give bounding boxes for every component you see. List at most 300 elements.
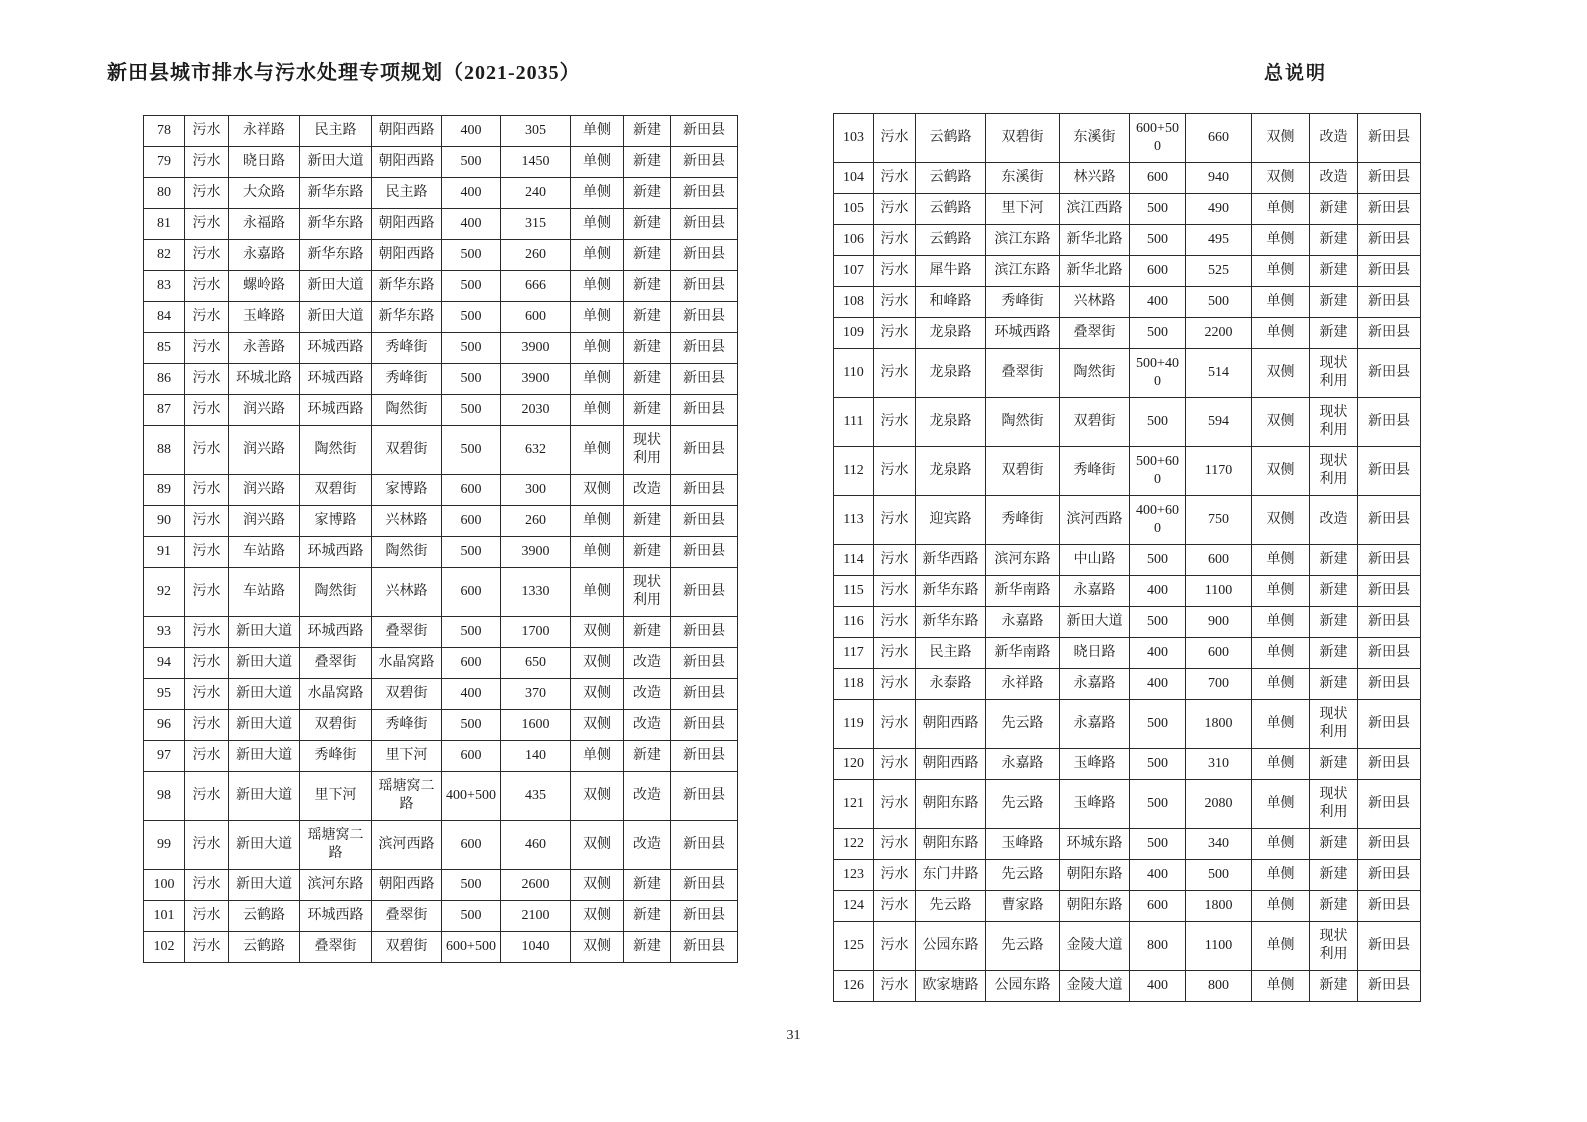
table-cell: 朝阳西路 [372, 147, 442, 178]
table-cell: 新华北路 [1060, 225, 1130, 256]
sewage-pipeline-table-left [143, 115, 738, 963]
table-cell: 改造 [624, 679, 671, 710]
table-row [144, 271, 738, 302]
table-cell: 108 [834, 287, 874, 318]
table-cell: 车站路 [229, 537, 300, 568]
table-cell: 单侧 [1252, 829, 1310, 860]
table-cell: 112 [834, 447, 874, 496]
table-cell: 污水 [874, 496, 916, 545]
table-cell: 环城西路 [986, 318, 1060, 349]
table-cell: 改造 [624, 772, 671, 821]
table-cell: 玉峰路 [1060, 780, 1130, 829]
table-cell: 陶然街 [300, 426, 372, 475]
table-cell: 永祥路 [986, 669, 1060, 700]
table-cell: 400 [442, 178, 501, 209]
table-cell: 新田县 [671, 209, 738, 240]
table-cell: 新田县 [671, 932, 738, 963]
table-cell: 螺岭路 [229, 271, 300, 302]
table-cell: 污水 [874, 971, 916, 1002]
table-cell: 110 [834, 349, 874, 398]
table-cell: 新建 [624, 364, 671, 395]
table-cell: 新田县 [1358, 780, 1421, 829]
table-row [834, 700, 1421, 749]
table-cell: 400 [1130, 576, 1186, 607]
table-cell: 3900 [501, 333, 571, 364]
table-cell: 600 [501, 302, 571, 333]
table-cell: 500 [442, 537, 501, 568]
table-cell: 新田大道 [229, 772, 300, 821]
table-cell: 121 [834, 780, 874, 829]
table-cell: 124 [834, 891, 874, 922]
table-row [144, 741, 738, 772]
table-cell: 污水 [874, 607, 916, 638]
table-cell: 87 [144, 395, 185, 426]
table-cell: 新建 [1310, 225, 1358, 256]
table-row [144, 147, 738, 178]
table-cell: 600+500 [1130, 114, 1186, 163]
table-cell: 600 [1186, 638, 1252, 669]
table-cell: 滨江东路 [986, 225, 1060, 256]
table-cell: 94 [144, 648, 185, 679]
table-cell: 3900 [501, 537, 571, 568]
table-cell: 400 [1130, 971, 1186, 1002]
table-cell: 260 [501, 240, 571, 271]
table-cell: 陶然街 [986, 398, 1060, 447]
table-cell: 305 [501, 116, 571, 147]
section-title: 总说明 [1263, 63, 1327, 84]
table-cell: 环城东路 [1060, 829, 1130, 860]
table-cell: 永善路 [229, 333, 300, 364]
table-cell: 新田县 [671, 333, 738, 364]
table-cell: 400 [442, 679, 501, 710]
table-cell: 89 [144, 475, 185, 506]
table-cell: 500 [442, 710, 501, 741]
table-cell: 迎宾路 [916, 496, 986, 545]
table-cell: 新田县 [1358, 700, 1421, 749]
table-cell: 家博路 [372, 475, 442, 506]
table-cell: 新田大道 [229, 617, 300, 648]
table-cell: 81 [144, 209, 185, 240]
table-row [144, 617, 738, 648]
table-cell: 3900 [501, 364, 571, 395]
table-cell: 600 [442, 475, 501, 506]
table-cell: 310 [1186, 749, 1252, 780]
table-cell: 800 [1130, 922, 1186, 971]
table-cell: 双侧 [571, 932, 624, 963]
table-cell: 106 [834, 225, 874, 256]
table-row [834, 194, 1421, 225]
table-cell: 370 [501, 679, 571, 710]
table-cell: 单侧 [571, 395, 624, 426]
table-cell: 双侧 [1252, 496, 1310, 545]
table-cell: 新田县 [1358, 922, 1421, 971]
table-cell: 新田大道 [229, 821, 300, 870]
table-cell: 97 [144, 741, 185, 772]
table-cell: 新田县 [1358, 829, 1421, 860]
table-cell: 叠翠街 [1060, 318, 1130, 349]
table-row [144, 364, 738, 395]
table-cell: 先云路 [986, 780, 1060, 829]
table-cell: 先云路 [986, 922, 1060, 971]
table-cell: 100 [144, 870, 185, 901]
table-cell: 500+600 [1130, 447, 1186, 496]
table-cell: 污水 [874, 225, 916, 256]
table-cell: 东溪街 [986, 163, 1060, 194]
table-cell: 永祥路 [229, 116, 300, 147]
table-cell: 新田县 [671, 116, 738, 147]
table-cell: 叠翠街 [986, 349, 1060, 398]
table-cell: 里下河 [986, 194, 1060, 225]
table-cell: 新田县 [671, 475, 738, 506]
table-cell: 新田县 [671, 648, 738, 679]
table-cell: 新华东路 [372, 302, 442, 333]
table-cell: 污水 [874, 891, 916, 922]
table-row [834, 891, 1421, 922]
table-cell: 98 [144, 772, 185, 821]
table-row [144, 395, 738, 426]
table-cell: 新田县 [1358, 749, 1421, 780]
table-cell: 永泰路 [916, 669, 986, 700]
table-cell: 新建 [624, 209, 671, 240]
table-cell: 新建 [624, 240, 671, 271]
table-cell: 600+500 [442, 932, 501, 963]
table-cell: 2600 [501, 870, 571, 901]
table-cell: 新田大道 [229, 648, 300, 679]
table-row [834, 669, 1421, 700]
table-cell: 单侧 [1252, 638, 1310, 669]
table-cell: 秀峰街 [372, 364, 442, 395]
table-cell: 118 [834, 669, 874, 700]
table-cell: 新田县 [1358, 256, 1421, 287]
table-cell: 污水 [874, 318, 916, 349]
table-cell: 1040 [501, 932, 571, 963]
table-cell: 1450 [501, 147, 571, 178]
table-cell: 犀牛路 [916, 256, 986, 287]
table-cell: 秀峰街 [1060, 447, 1130, 496]
table-cell: 朝阳东路 [916, 780, 986, 829]
table-cell: 里下河 [372, 741, 442, 772]
table-cell: 115 [834, 576, 874, 607]
table-cell: 新田县 [1358, 545, 1421, 576]
table-cell: 晓日路 [1060, 638, 1130, 669]
table-cell: 400 [1130, 287, 1186, 318]
table-cell: 90 [144, 506, 185, 537]
table-cell: 朝阳西路 [372, 870, 442, 901]
table-cell: 污水 [874, 256, 916, 287]
table-cell: 云鹤路 [916, 194, 986, 225]
table-row [834, 638, 1421, 669]
table-cell: 污水 [185, 679, 229, 710]
table-cell: 污水 [185, 932, 229, 963]
table-cell: 500 [442, 271, 501, 302]
table-row [144, 506, 738, 537]
table-cell: 秀峰街 [372, 333, 442, 364]
table-cell: 78 [144, 116, 185, 147]
table-row [834, 447, 1421, 496]
table-cell: 500 [1186, 860, 1252, 891]
table-cell: 双碧街 [372, 932, 442, 963]
table-cell: 新田县 [1358, 891, 1421, 922]
table-cell: 污水 [874, 545, 916, 576]
table-cell: 660 [1186, 114, 1252, 163]
table-cell: 99 [144, 821, 185, 870]
table-cell: 润兴路 [229, 475, 300, 506]
table-cell: 朝阳西路 [372, 240, 442, 271]
table-cell: 新建 [624, 506, 671, 537]
table-row [144, 426, 738, 475]
table-cell: 新建 [1310, 287, 1358, 318]
table-cell: 新田县 [1358, 607, 1421, 638]
table-cell: 单侧 [1252, 225, 1310, 256]
table-cell: 双侧 [571, 772, 624, 821]
table-cell: 单侧 [1252, 860, 1310, 891]
table-cell: 陶然街 [300, 568, 372, 617]
table-cell: 新华北路 [1060, 256, 1130, 287]
table-cell: 双侧 [1252, 349, 1310, 398]
table-cell: 陶然街 [372, 395, 442, 426]
table-cell: 495 [1186, 225, 1252, 256]
table-cell: 500 [1130, 749, 1186, 780]
table-cell: 污水 [874, 829, 916, 860]
table-cell: 新田县 [1358, 287, 1421, 318]
table-row [834, 114, 1421, 163]
table-row [834, 922, 1421, 971]
table-cell: 111 [834, 398, 874, 447]
table-cell: 金陵大道 [1060, 922, 1130, 971]
table-cell: 新建 [1310, 194, 1358, 225]
table-cell: 民主路 [916, 638, 986, 669]
table-cell: 500 [1186, 287, 1252, 318]
table-cell: 500 [442, 364, 501, 395]
table-cell: 新田县 [1358, 971, 1421, 1002]
table-cell: 单侧 [1252, 545, 1310, 576]
table-cell: 新华西路 [916, 545, 986, 576]
table-cell: 新田县 [1358, 349, 1421, 398]
table-cell: 新田大道 [229, 679, 300, 710]
table-cell: 新田县 [1358, 860, 1421, 891]
table-cell: 双碧街 [300, 475, 372, 506]
table-row [144, 568, 738, 617]
table-cell: 滨江东路 [986, 256, 1060, 287]
table-cell: 新华东路 [300, 209, 372, 240]
table-cell: 环城西路 [300, 617, 372, 648]
table-cell: 朝阳西路 [372, 116, 442, 147]
table-cell: 632 [501, 426, 571, 475]
table-cell: 600 [442, 506, 501, 537]
table-cell: 340 [1186, 829, 1252, 860]
table-cell: 新田大道 [229, 741, 300, 772]
table-cell: 单侧 [571, 178, 624, 209]
table-cell: 污水 [185, 364, 229, 395]
table-cell: 永嘉路 [986, 607, 1060, 638]
table-cell: 滨河西路 [372, 821, 442, 870]
table-cell: 新田县 [671, 741, 738, 772]
table-cell: 朝阳西路 [916, 700, 986, 749]
table-cell: 500 [1130, 780, 1186, 829]
table-cell: 126 [834, 971, 874, 1002]
table-cell: 污水 [185, 147, 229, 178]
table-cell: 污水 [185, 240, 229, 271]
table-cell: 新田县 [671, 178, 738, 209]
table-cell: 陶然街 [1060, 349, 1130, 398]
table-cell: 单侧 [571, 302, 624, 333]
table-cell: 500 [442, 395, 501, 426]
table-cell: 林兴路 [1060, 163, 1130, 194]
table-cell: 新田县 [671, 537, 738, 568]
table-cell: 新华南路 [986, 638, 1060, 669]
table-cell: 新田县 [671, 568, 738, 617]
table-cell: 双侧 [571, 710, 624, 741]
table-cell: 污水 [185, 741, 229, 772]
table-cell: 96 [144, 710, 185, 741]
table-cell: 125 [834, 922, 874, 971]
table-cell: 新建 [624, 271, 671, 302]
table-row [144, 116, 738, 147]
table-cell: 玉峰路 [229, 302, 300, 333]
table-cell: 污水 [874, 576, 916, 607]
table-cell: 改造 [624, 475, 671, 506]
table-row [834, 780, 1421, 829]
table-cell: 单侧 [1252, 669, 1310, 700]
table-cell: 新田县 [671, 240, 738, 271]
table-cell: 改造 [1310, 496, 1358, 545]
table-cell: 600 [442, 568, 501, 617]
table-cell: 600 [442, 821, 501, 870]
table-cell: 新建 [1310, 860, 1358, 891]
table-cell: 新田县 [1358, 638, 1421, 669]
table-cell: 污水 [185, 271, 229, 302]
table-cell: 朝阳西路 [372, 209, 442, 240]
table-cell: 双侧 [571, 679, 624, 710]
table-cell: 新田大道 [300, 271, 372, 302]
table-cell: 92 [144, 568, 185, 617]
table-cell: 车站路 [229, 568, 300, 617]
table-cell: 污水 [874, 922, 916, 971]
table-cell: 润兴路 [229, 426, 300, 475]
table-cell: 500 [442, 901, 501, 932]
table-cell: 大众路 [229, 178, 300, 209]
table-cell: 污水 [185, 901, 229, 932]
table-cell: 123 [834, 860, 874, 891]
table-cell: 污水 [185, 116, 229, 147]
table-cell: 500 [1130, 607, 1186, 638]
table-cell: 单侧 [1252, 287, 1310, 318]
table-row [144, 821, 738, 870]
table-row [144, 475, 738, 506]
table-cell: 污水 [185, 821, 229, 870]
table-cell: 600 [442, 741, 501, 772]
table-row [144, 710, 738, 741]
table-cell: 750 [1186, 496, 1252, 545]
table-row [834, 860, 1421, 891]
table-row [144, 932, 738, 963]
table-cell: 单侧 [1252, 194, 1310, 225]
table-cell: 单侧 [1252, 576, 1310, 607]
table-cell: 400+600 [1130, 496, 1186, 545]
table-cell: 家博路 [300, 506, 372, 537]
table-cell: 污水 [874, 860, 916, 891]
table-cell: 500 [442, 333, 501, 364]
table-row [144, 209, 738, 240]
table-cell: 80 [144, 178, 185, 209]
table-cell: 滨江西路 [1060, 194, 1130, 225]
table-row [834, 225, 1421, 256]
table-cell: 88 [144, 426, 185, 475]
table-cell: 116 [834, 607, 874, 638]
table-cell: 新建 [1310, 749, 1358, 780]
table-row [834, 545, 1421, 576]
table-cell: 单侧 [1252, 256, 1310, 287]
table-cell: 云鹤路 [916, 114, 986, 163]
table-cell: 新田县 [671, 506, 738, 537]
table-cell: 500 [442, 617, 501, 648]
table-cell: 500 [1130, 194, 1186, 225]
table-cell: 新田县 [671, 302, 738, 333]
table-cell: 和峰路 [916, 287, 986, 318]
table-cell: 环城西路 [300, 333, 372, 364]
table-cell: 里下河 [300, 772, 372, 821]
table-cell: 公园东路 [986, 971, 1060, 1002]
table-cell: 91 [144, 537, 185, 568]
table-cell: 龙泉路 [916, 398, 986, 447]
table-cell: 新建 [1310, 545, 1358, 576]
table-cell: 单侧 [1252, 971, 1310, 1002]
table-cell: 525 [1186, 256, 1252, 287]
table-cell: 400 [442, 116, 501, 147]
table-cell: 污水 [185, 870, 229, 901]
table-cell: 单侧 [571, 364, 624, 395]
table-cell: 85 [144, 333, 185, 364]
table-cell: 永嘉路 [986, 749, 1060, 780]
table-cell: 435 [501, 772, 571, 821]
table-cell: 朝阳东路 [1060, 860, 1130, 891]
table-cell: 122 [834, 829, 874, 860]
table-row [144, 302, 738, 333]
table-cell: 86 [144, 364, 185, 395]
table-cell: 140 [501, 741, 571, 772]
table-row [834, 256, 1421, 287]
table-cell: 龙泉路 [916, 318, 986, 349]
table-row [834, 971, 1421, 1002]
table-cell: 500 [1130, 700, 1186, 749]
table-cell: 600 [1186, 545, 1252, 576]
table-cell: 700 [1186, 669, 1252, 700]
table-cell: 污水 [874, 163, 916, 194]
table-cell: 1800 [1186, 700, 1252, 749]
table-cell: 永嘉路 [1060, 669, 1130, 700]
table-cell: 污水 [185, 617, 229, 648]
table-cell: 单侧 [571, 209, 624, 240]
table-cell: 瑶塘窝二路 [372, 772, 442, 821]
table-cell: 龙泉路 [916, 447, 986, 496]
table-cell: 500 [442, 147, 501, 178]
table-cell: 新华东路 [916, 576, 986, 607]
table-cell: 龙泉路 [916, 349, 986, 398]
table-cell: 113 [834, 496, 874, 545]
table-cell: 叠翠街 [372, 901, 442, 932]
table-cell: 新建 [1310, 829, 1358, 860]
table-cell: 现状利用 [1310, 349, 1358, 398]
table-cell: 400 [1130, 638, 1186, 669]
table-row [834, 163, 1421, 194]
table-cell: 云鹤路 [229, 901, 300, 932]
table-cell: 叠翠街 [300, 932, 372, 963]
table-cell: 2030 [501, 395, 571, 426]
table-cell: 双侧 [1252, 163, 1310, 194]
table-cell: 82 [144, 240, 185, 271]
table-cell: 污水 [874, 114, 916, 163]
table-cell: 103 [834, 114, 874, 163]
